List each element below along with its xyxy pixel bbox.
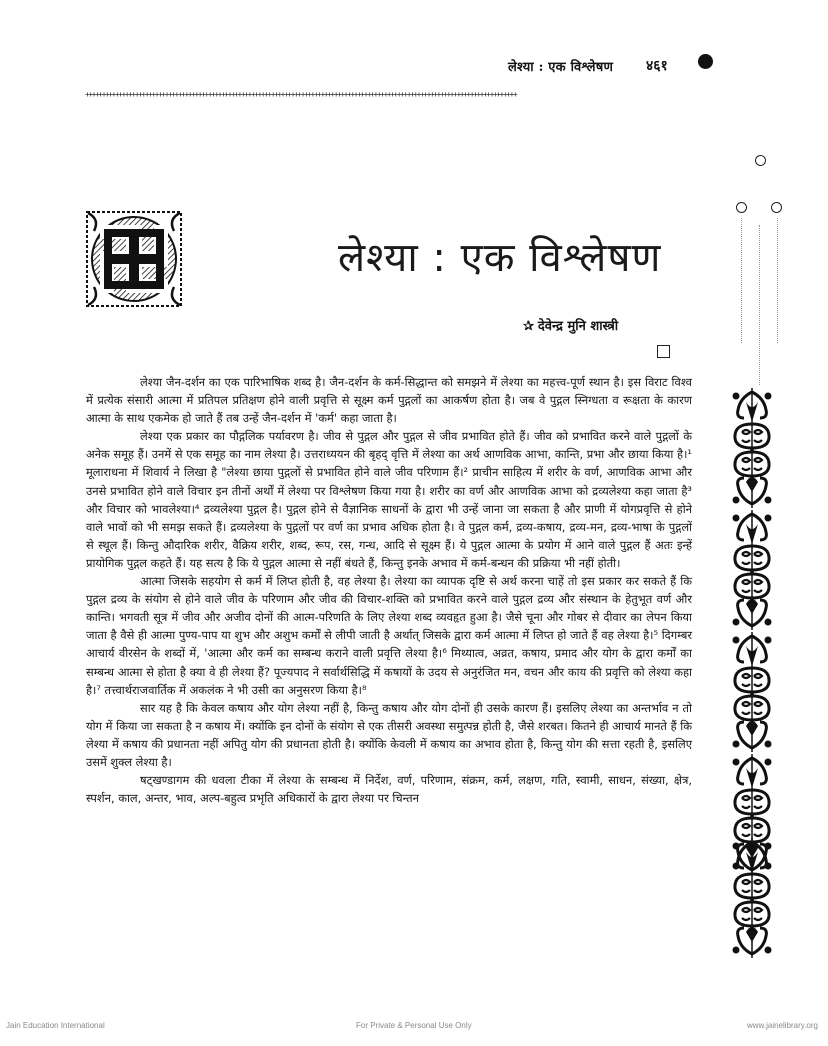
author-name: देवेन्द्र मुनि शास्त्री [537,319,619,334]
dotted-guide [759,225,760,385]
dotted-guide [777,218,778,343]
page-number: ४६१ [646,58,668,74]
paragraph: आत्मा जिसके सहयोग से कर्म में लिप्त होती है, वह लेश्या है। लेश्या का व्यापक दृष्टि से अर्थ करना चाहें तो इस प्रकार कर सकते हैं कि पुद्गल द्रव्य के संयोग से होने वाले जीव के परिणाम और जीव की विचार-शक्ति को प्रभावित करने वाले पुद्गल द्रव्य और संस्थान के हेतुभूत वर्ण और कान्ति। भगवती सूत्र में जीव और अजीव दोनों की आत्म-परिणति के लिए लेश्या शब्द व्यवहृत हुआ है। जैसे चूना और गोबर से दीवार का लेपन किया जाता है वैसे ही आत्मा पुण्य-पाप या शुभ और अशुभ कर्मों से लीपी जाती है अर्थात् जिसके द्वारा कर्म आत्मा में लिप्त हो जाते हैं वह लेश्या है।⁵ दिगम्बर आचार्य वीरसेन के शब्दों में, 'आत्मा और कर्म का सम्बन्ध कराने वाली प्रवृत्ति लेश्या है।⁶ मिथ्यात्व, अव्रत, कषाय, प्रमाद और योग के द्वारा कर्मों का सम्बन्ध आत्मा से होता है क्या वे ही लेश्या हैं? पूज्यपाद ने सर्वार्थसिद्धि में कषायों के उदय से अनुरंजित मन, वचन और काय की प्रवृत्ति को लेश्या कहा है।⁷ तत्त्वार्थराजवार्तिक में अकलंक ने भी उसी का अनुसरण किया है।⁸ [86,574,692,697]
footer-usage-note: For Private & Personal Use Only [356,1021,472,1030]
ring-icon [771,202,782,213]
running-title: लेश्या : एक विश्लेषण [508,60,614,75]
floral-border-icon [732,388,772,958]
footer-website-link[interactable]: www.jainelibrary.org [747,1021,818,1030]
paragraph: लेश्या जैन-दर्शन का एक पारिभाषिक शब्द है। जैन-दर्शन के कर्म-सिद्धान्त को समझने में लेश्या का महत्त्व-पूर्ण स्थान है। इस विराट विश्व में प्रत्येक संसारी आत्मा में प्रतिपल प्रतिक्षण होने वाली प्रवृत्ति से सूक्ष्म कर्म पुद्गलों का आकर्षण होता है। जब वे पुद्गल स्निग्धता व रूक्षता के कारण आत्मा के साथ एकमेक हो जाते हैं तब उन्हें जैन-दर्शन में 'कर्म' कहा जाता है। [86,375,692,426]
star-icon: ✰ [523,319,534,334]
footer-publisher: Jain Education International [6,1021,105,1030]
paragraph: लेश्या एक प्रकार का पौद्गलिक पर्यावरण है। जीव से पुद्गल और पुद्गल से जीव प्रभावित होते हैं। जीव को प्रभावित करने वाले पुद्गलों के अनेक समूह हैं। उनमें से एक समूह का नाम लेश्या है। उत्तराध्ययन की बृहद् वृत्ति में लेश्या का अर्थ आणविक आभा, कान्ति, प्रभा और छाया किया है।¹ मूलाराधना में शिवार्य ने लिखा है "लेश्या छाया पुद्गलों से प्रभावित होने वाले जीव परिणाम हैं।² प्राचीन साहित्य में शरीर के वर्ण, आणविक आभा और उनसे प्रभावित होने वाले विचार इन तीनों अर्थों में लेश्या पर विश्लेषण किया गया है। शरीर का वर्ण और आणविक आभा को द्रव्यलेश्या कहा जाता है³ और विचार को भावलेश्या।⁴ द्रव्यलेश्या पुद्गल है। पुद्गल होने से वैज्ञानिक साधनों के द्वारा भी उन्हें जाना जा सकता है और प्राणी में योगप्रवृत्ति से होने वाले भावों को भी समझ सकते हैं। द्रव्यलेश्या के पुद्गलों पर वर्ण का प्रभाव अधिक होता है। वे पुद्गल कर्म, द्रव्य-कषाय, द्रव्य-मन, द्रव्य-भाषा के पुद्गलों से स्थूल हैं। किन्तु औदारिक शरीर, वैक्रिय शरीर, शब्द, रूप, रस, गन्ध, आदि से सूक्ष्म हैं। ये पुद्गल आत्मा के प्रयोग में आने वाले पुद्गल हैं अतः इन्हें प्रायोगिक पुद्गल कहते हैं। यह सत्य है कि ये पुद्गल आत्मा से नहीं बंधते हैं, किन्तु इनके अभाव में कर्म-बन्धन की प्रक्रिया भी नहीं होती। [86,429,692,570]
square-marker-icon [657,345,670,358]
ornamental-rule: ++++++++++++++++++++++++++++++++++++++++++++++++++++++++++++++++++++++++++++++++++++++++++++++++++++++++++++++++++++++++++++++++++ [85,92,517,98]
header-bullet-icon [698,54,713,69]
article-body [86,373,692,807]
paragraph: षट्खण्डागम की धवला टीका में लेश्या के सम्बन्ध में निर्देश, वर्ण, परिणाम, संक्रम, कर्म, लक्षण, गति, स्वामी, साधन, संख्या, क्षेत्र, स्पर्शन, काल, अन्तर, भाव, अल्प-बहुत्व प्रभृति अधिकारों के द्वारा लेश्या पर चिन्तन [86,773,692,806]
ring-icon [755,155,766,166]
dotted-guide [741,218,742,343]
ring-icon [736,202,747,213]
swastika-emblem-icon [86,211,182,307]
article-title: लेश्या : एक विश्लेषण [338,235,662,281]
paragraph: सार यह है कि केवल कषाय और योग लेश्या नहीं है, किन्तु कषाय और योग दोनों ही उसके कारण हैं। इसलिए लेश्या का अन्तर्भाव न तो योग में किया जा सकता है न कषाय में। क्योंकि इन दोनों के संयोग से एक तीसरी अवस्था समुत्पन्न होती है, जैसे शरबत। कितने ही आचार्य मानते हैं कि लेश्या में कषाय की प्रधानता नहीं अपितु योग की प्रधानता होती है। क्योंकि केवली में कषाय का अभाव होता है, किन्तु योग की सत्ता रहती है, इसलिए उसमें शुक्ल लेश्या है। [86,700,692,769]
author-line [523,316,618,334]
